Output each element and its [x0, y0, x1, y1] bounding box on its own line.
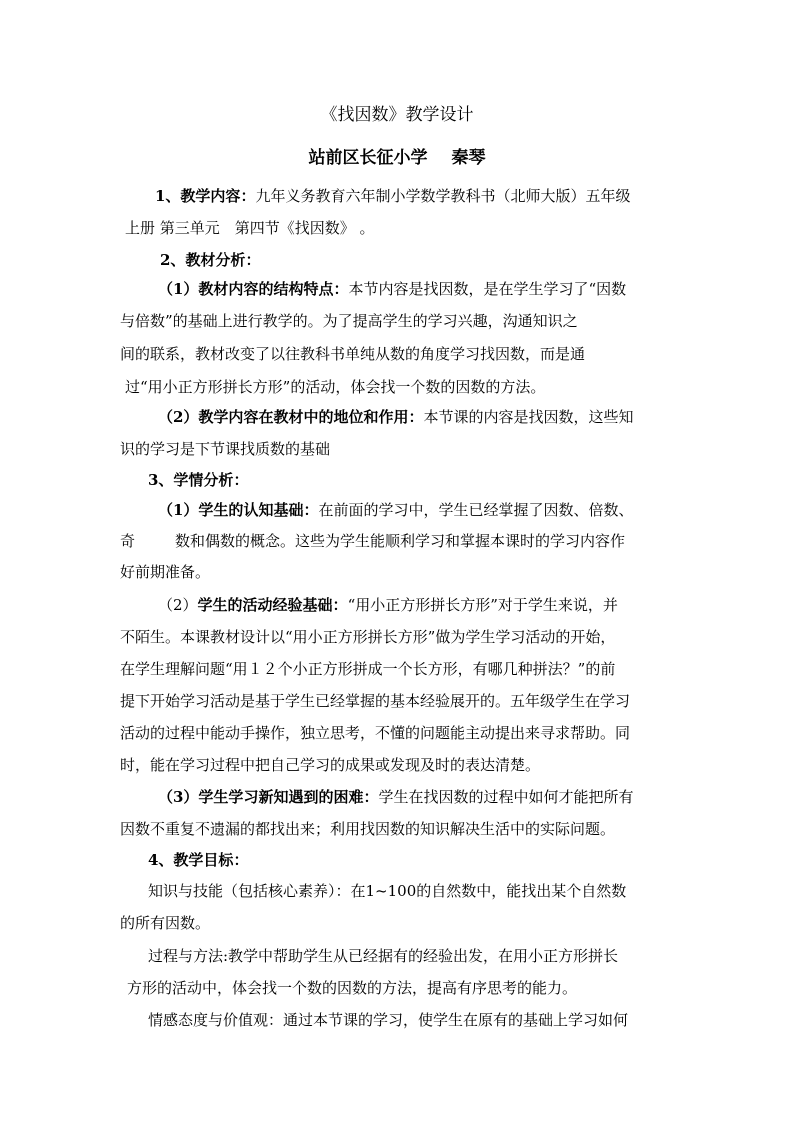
author-school: 站前区长征小学 [308, 148, 428, 168]
section-1-line-1: 1、教学内容：九年义务教育六年制小学数学教科书（北师大版）五年级 [155, 187, 631, 205]
section-3-2-line-4: 提下开始学习活动是基于学生已经掌握的基本经验展开的。五年级学生在学习 [120, 692, 631, 710]
goal-2-line-1: 过程与方法:教学中帮助学生从已经据有的经验出发，在用小正方形拼长 [148, 947, 619, 965]
section-2-2-line-1: （2）教学内容在教材中的地位和作用：本节课的内容是找因数，这些知 [158, 408, 634, 426]
section-2-1-label: （1）教材内容的结构特点： [158, 280, 349, 298]
section-3-2-line-2: 不陌生。本课教材设计以“用小正方形拼长方形”做为学生学习活动的开始， [120, 628, 616, 646]
section-3-1-line-3: 好前期准备。 [120, 563, 211, 581]
author-line [0, 146, 794, 170]
section-3-3-line-2: 因数不重复不遗漏的都找出来；利用找因数的知识解决生活中的实际问题。 [120, 820, 616, 838]
section-3-1-label: （1）学生的认知基础： [158, 501, 319, 519]
section-2-2-label: （2）教学内容在教材中的地位和作用： [158, 408, 424, 426]
section-2-1-line-4: 过“用小正方形拼长方形”的活动，体会找一个数的因数的方法。 [125, 378, 546, 396]
section-3-heading: 3、学情分析： [148, 471, 249, 489]
goal-3-line-1: 情感态度与价值观：通过本节课的学习，使学生在原有的基础上学习如何 [148, 1011, 629, 1029]
section-3-3-line-1: （3）学生学习新知遇到的困难：学生在找因数的过程中如何才能把所有 [158, 788, 634, 806]
section-3-3-label: （3）学生学习新知遇到的困难： [158, 788, 379, 806]
section-3-1-line-1: （1）学生的认知基础：在前面的学习中，学生已经掌握了因数、倍数、 [158, 501, 634, 519]
section-2-2-line-2: 识的学习是下节课找质数的基础 [120, 440, 331, 458]
section-3-2-line-5: 活动的过程中能动手操作，独立思考，不懂的问题能主动提出来寻求帮助。同 [120, 724, 631, 742]
author-name: 秦琴 [451, 148, 486, 168]
section-3-2-label: 学生的活动经验基础： [197, 596, 348, 614]
section-1-label: 1、教学内容： [155, 187, 256, 205]
section-3-2-line-1: （2）学生的活动经验基础：“用小正方形拼长方形”对于学生来说，并 [158, 596, 618, 614]
section-2-1-line-3: 间的联系，教材改变了以往教科书单纯从数的角度学习找因数，而是通 [120, 345, 586, 363]
section-4-heading: 4、教学目标： [148, 851, 249, 869]
document-title: 《找因数》教学设计 [320, 105, 474, 125]
section-3-2-line-6: 时，能在学习过程中把自己学习的成果或发现及时的表达清楚。 [120, 756, 541, 774]
section-2-heading: 2、教材分析： [160, 251, 261, 269]
goal-1-line-2: 的所有因数。 [120, 914, 211, 932]
goal-1-line-1: 知识与技能（包括核心素养）：在1~100的自然数中，能找出某个自然数 [148, 882, 627, 900]
goal-2-line-2: 方形的活动中，体会找一个数的因数的方法，提高有序思考的能力。 [127, 979, 578, 997]
section-1-line-2: 上册 第三单元 第四节《找因数》 。 [125, 219, 375, 237]
section-3-1-line-2: 奇 数和偶数的概念。这些为学生能顺利学习和掌握本课时的学习内容作 [120, 532, 626, 550]
section-3-2-line-3: 在学生理解问题“用１２个小正方形拼成一个长方形，有哪几种拼法？”的前 [120, 660, 616, 678]
section-2-1-line-1: （1）教材内容的结构特点：本节内容是找因数，是在学生学习了“因数 [158, 280, 627, 298]
section-2-1-line-2: 与倍数”的基础上进行教学的。为了提高学生的学习兴趣，沟通知识之 [120, 312, 578, 330]
